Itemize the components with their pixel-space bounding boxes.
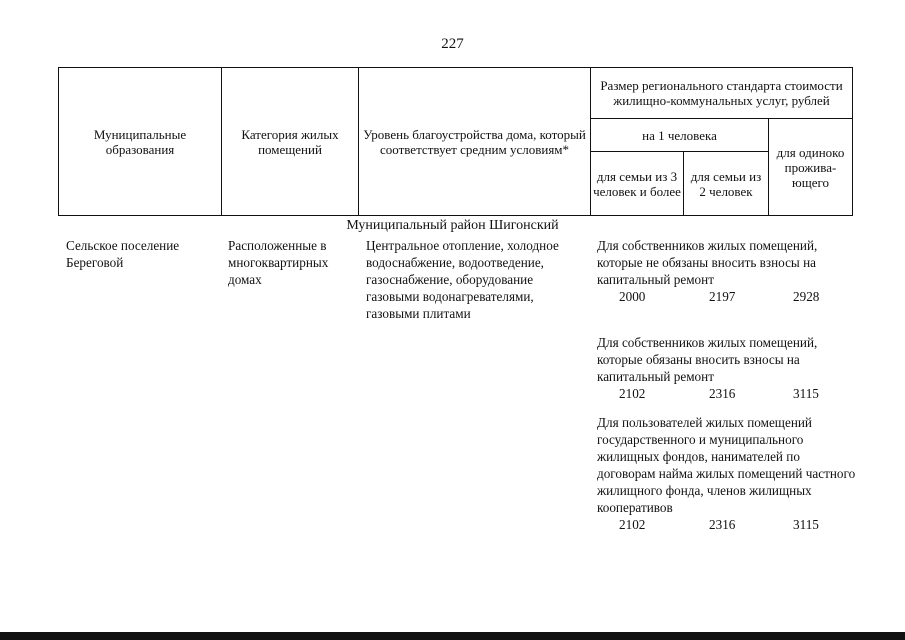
price-group-label: Для собственников жилых помещений, которые обязаны вносить взносы на капитальный ремонт	[597, 335, 818, 384]
value-single: 3115	[793, 386, 819, 401]
value-family3: 2102	[619, 517, 646, 532]
municipality-cell: Сельское поселение Береговой	[66, 238, 180, 270]
value-family2: 2197	[709, 289, 736, 304]
bottom-rule	[0, 632, 905, 640]
price-values	[597, 385, 857, 402]
value-single: 2928	[793, 289, 820, 304]
header-family2: для семьи из 2 человек	[684, 152, 769, 216]
header-family3: для семьи из 3 человек и более	[591, 152, 684, 216]
price-group	[597, 414, 857, 533]
header-per-person: на 1 человека	[591, 119, 769, 152]
header-table	[58, 67, 853, 216]
value-family3: 2000	[619, 289, 646, 304]
header-level: Уровень благоустройства дома, который соответствует средним условиям*	[359, 68, 591, 216]
section-title: Муниципальный район Шигонский	[346, 218, 559, 233]
value-family3: 2102	[619, 386, 646, 401]
value-single: 3115	[793, 517, 819, 532]
price-group-label: Для собственников жилых помещений, которые не обязаны вносить взносы на капитальный ремонт	[597, 238, 818, 287]
header-municipality: Муниципальные образования	[59, 68, 222, 216]
price-group	[597, 334, 857, 402]
price-group-label: Для пользователей жилых помещений государственного и муниципального жилищных фондов, нанимателей по договорам найма жилых помещений частного жилищного фонда, членов жилищных кооперативов	[597, 415, 856, 515]
level-cell: Центральное отопление, холодное водоснабжение, водоотведение, газоснабжение, оборудование газовыми водонагревателями, газовыми плитами	[366, 238, 559, 321]
header-standard: Размер регионального стандарта стоимости жилищно-коммунальных услуг, рублей	[591, 68, 853, 119]
value-family2: 2316	[709, 386, 736, 401]
value-family2: 2316	[709, 517, 736, 532]
page-number: 227	[441, 36, 464, 52]
price-group	[597, 237, 857, 305]
category-cell: Расположенные в многоквартирных домах	[228, 238, 329, 287]
price-values	[597, 516, 857, 533]
header-category: Категория жилых помещений	[222, 68, 359, 216]
price-values	[597, 288, 857, 305]
header-single: для одиноко прожива-ющего	[769, 119, 853, 216]
